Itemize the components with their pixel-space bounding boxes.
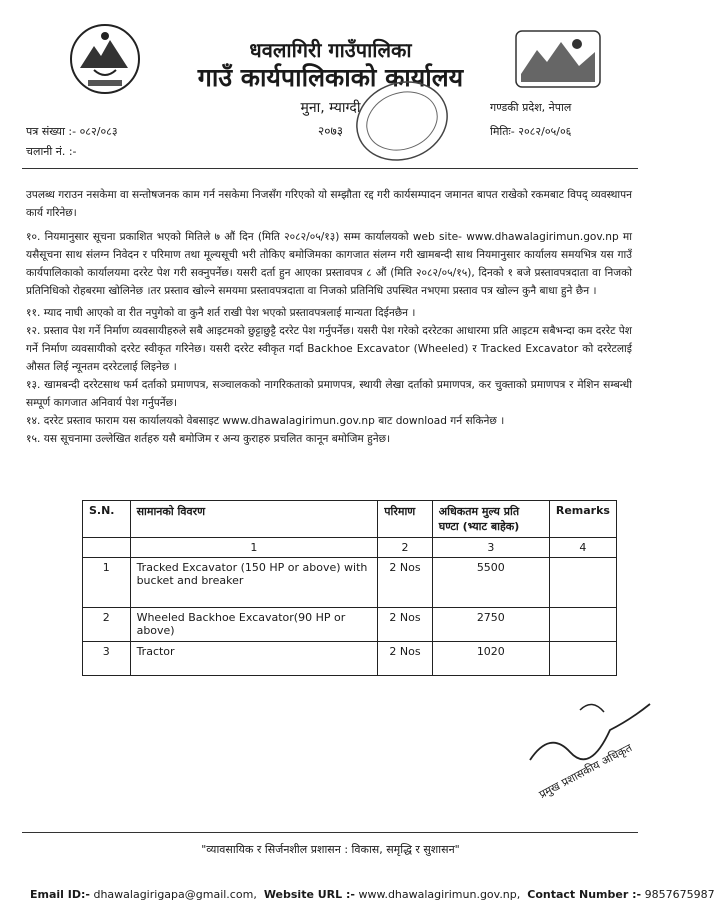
establishment-year: २०७३ [318, 124, 343, 138]
footer-contact: Email ID:- dhawalagirigapa@gmail.com, Website URL :- www.dhawalagirimun.gov.np, Contact Number :- 9857675987 [30, 888, 715, 901]
signature-mark [520, 690, 660, 802]
province-name: गण्डकी प्रदेश, नेपाल [490, 101, 572, 114]
table-cell [83, 538, 131, 558]
table-cell: Tractor [130, 642, 378, 676]
header-quantity: परिमाण [378, 501, 433, 538]
table-cell: 2 [378, 538, 433, 558]
rate-table [82, 500, 617, 676]
website-link[interactable]: www.dhawalagirimun.gov.np [358, 888, 517, 901]
website-label: Website URL :- [263, 888, 355, 901]
paragraph-15: १५. यस सूचनामा उल्लेखित शर्तहरु यसै बमोजिम र अन्य कुराहरु प्रचलित कानून बमोजिम हुनेछ। [26, 433, 391, 445]
paragraph-12: १२. प्रस्ताव पेश गर्ने निर्माण व्यवसायीहरुले सबै आइटमको छुट्टाछुट्टै दररेट पेश गर्नुपर्नेछ। यसरी पेश गरेको दररेटका आधारमा प्रति आइटम सबैभन्दा कम दररेट पेश गर्ने निर्माण व्यवसायीको दररेट स्वीकृत गरिनेछ। यसरी दररेट स्वीकृत गर्दा Backhoe Excavator (Wheeled) र Tracked Excavator को दररेटलाई औसत लिई न्यूनतम दररेटलाई लिइनेछ । [26, 325, 633, 373]
table-cell: Wheeled Backhoe Excavator(90 HP or above) [130, 608, 378, 642]
paragraph-11: ११. म्याद नाघी आएको वा रीत नपुगेको वा कुनै शर्त राखी पेश भएको प्रस्तावपत्रलाई मान्यता दिईनछैन । [26, 307, 416, 319]
office-name: गाउँ कार्यपालिकाको कार्यालय [197, 63, 464, 92]
table-cell: 3 [83, 642, 131, 676]
table-cell: 2 Nos [378, 642, 433, 676]
table-cell: Tracked Excavator (150 HP or above) with bucket and breaker [130, 558, 378, 608]
table-cell: 1 [83, 558, 131, 608]
header-sn: S.N. [83, 501, 131, 538]
table-cell: 5500 [432, 558, 549, 608]
header-divider [22, 168, 638, 169]
table-row [83, 608, 617, 642]
letter-number: पत्र संख्या :- ०८२/०८३ [26, 125, 118, 138]
contact-number: 9857675987 [644, 888, 715, 901]
footer-divider [22, 832, 638, 833]
org-name: धवलागिरी गाउँपालिका [249, 38, 412, 62]
letter-date: मितिः- २०८२/०५/०६ [490, 125, 572, 138]
table-cell: 4 [549, 538, 616, 558]
motto: "व्यावसायिक र सिर्जनशील प्रशासन : विकास, समृद्धि र सुशासन" [201, 843, 460, 856]
header-remarks: Remarks [549, 501, 616, 538]
email-link[interactable]: dhawalagirigapa@gmail.com [93, 888, 254, 901]
table-row [83, 558, 617, 608]
signature-title: प्रमुख प्रशासकीय अधिकृत [536, 741, 635, 802]
table-row [83, 642, 617, 676]
table-cell: 2750 [432, 608, 549, 642]
notice-body [26, 186, 632, 448]
header-description: सामानको विवरण [130, 501, 378, 538]
contact-label: Contact Number :- [527, 888, 642, 901]
paragraph-13: १३. खामबन्दी दररेटसाथ फर्म दर्ताको प्रमाणपत्र, सञ्चालकको नागरिकताको प्रमाणपत्र, स्थायी लेखा दर्ताको प्रमाणपत्र, कर चुक्ताको प्रमाणपत्र र मेशिन सम्बन्धी सम्पूर्ण कागजात अनिवार्य पेश गर्नुपर्नेछ। [26, 379, 632, 409]
header-max-rate: अधिकतम मुल्य प्रति घण्टा (भ्याट बाहेक) [432, 501, 549, 538]
table-cell: 1 [130, 538, 378, 558]
table-cell [549, 558, 616, 608]
table-cell: 1020 [432, 642, 549, 676]
paragraph-14: १४. दररेट प्रस्ताव फाराम यस कार्यालयको वेबसाइट www.dhawalagirimun.gov.np बाट download गर्न सकिनेछ । [26, 415, 505, 427]
dispatch-number: चलानी नं. :- [26, 145, 77, 158]
paragraph-intro: उपलब्ध गराउन नसकेमा वा सन्तोषजनक काम गर्न नसकेमा निजसँग गरिएको यो सम्झौता रद्द गरी कार्यसम्पादन जमानत बापत राखेको रकमबाट विपद् व्यवस्थापन कार्य गरिनेछ। [26, 189, 632, 219]
email-label: Email ID:- [30, 888, 90, 901]
table-index-row [83, 538, 617, 558]
table-cell: 2 [83, 608, 131, 642]
office-stamp [352, 78, 452, 164]
table-cell: 2 Nos [378, 608, 433, 642]
table-cell: 2 Nos [378, 558, 433, 608]
table-header-row [83, 501, 617, 538]
office-location: मुना, म्याग्दी [300, 100, 361, 116]
table-cell [549, 608, 616, 642]
table-cell [549, 642, 616, 676]
table-cell: 3 [432, 538, 549, 558]
paragraph-10: १०. नियमानुसार सूचना प्रकाशित भएको मितिले ७ औं दिन (मिति २०८२/०५/१३) सम्म कार्यालयको web site- www.dhawalagirimun.gov.np मा यसैसूचना साथ संलग्न निवेदन र परिमाण तथा मूल्यसूची भरी तोकिए बमोजिमका कागजात संलग्न गरी खामबन्दी साथ नियमानुसार कार्यालय समयभित्र यस गाउँ कार्यपालिकाको कार्यालयमा दररेट पेश गरी सक्नुपर्नेछ। यसरी दर्ता हुन आएका प्रस्तावपत्र ८ औं (मिति २०८२/०५/१५), दिनको १ बजे प्रस्तावपत्रदाता वा निजको प्रतिनिधिको रोहबरमा खोलिनेछ ।तर प्रस्ताव खोल्ने समयमा प्रस्तावपत्रदाता वा निजको प्रतिनिधि उपस्थित नभएमा प्रस्ताव पत्र खोल्न कुनै बाधा हुने छैन । [26, 231, 632, 297]
